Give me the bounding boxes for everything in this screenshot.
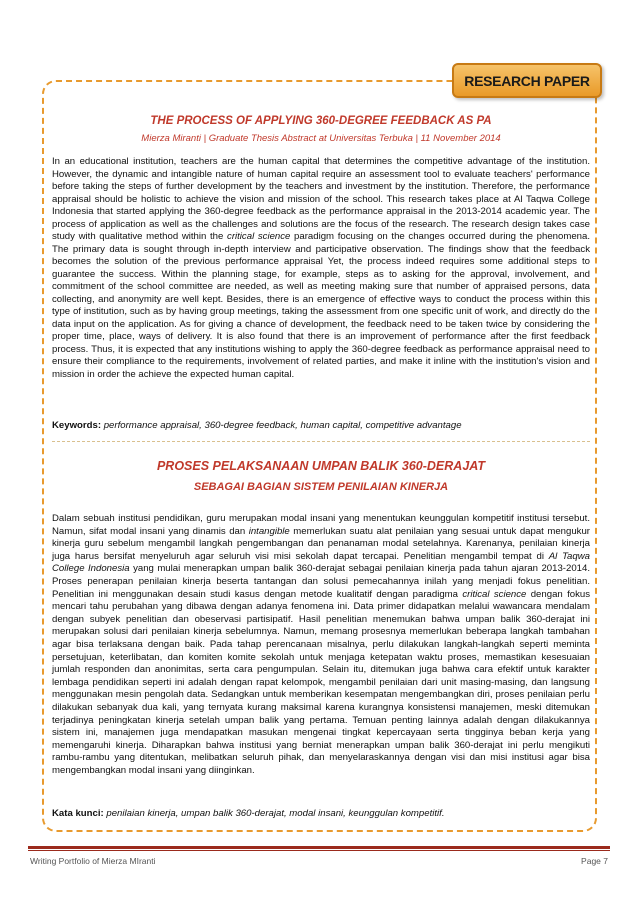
indonesian-title-line1: PROSES PELAKSANAAN UMPAN BALIK 360-DERAJAT [156,459,486,473]
english-byline: Mierza Miranti | Graduate Thesis Abstract at Universitas Terbuka | 11 November 2014 [141,133,501,144]
keywords-label: Keywords: [52,420,102,431]
section-divider [52,441,590,442]
indonesian-title-line2: SEBAGAI BAGIAN SISTEM PENILAIAN KINERJA [193,481,449,493]
footer-portfolio-label: Writing Portfolio of Mierza MIranti [30,856,156,866]
indonesian-abstract [52,513,590,777]
abstract-italic: critical science [462,588,527,600]
indonesian-keywords [52,808,590,821]
abstract-text: Dalam sebuah institusi pendidikan, guru merupakan modal insani yang menentukan keunggulan kompetitif institusi tersebut. Namun, sifat modal insani yang dinamis dan [52,513,590,537]
abstract-text: In an educational institution, teachers are the human capital that determines the competitive advantage of the institution. However, the dynamic and intangible nature of human capital require an assessment tool to evaluate teachers' performance before taking the steps of further development by the teachers and investment by the institution. Therefore, the performance appraisal should be holistic to achieve the vision and mission of the school. This research takes place at Al Taqwa College Indonesia that started applying the 360-degree feedback as the performance appraisal in the 2013-2014 academic year. The process of application as well as the challenges and solutions are the focus of the research. The research design takes case study with qualitative method within the [52,156,590,242]
english-keywords [52,420,590,433]
abstract-italic: critical science [227,231,291,242]
abstract-italic: Al Taqwa College Indonesia [52,550,590,575]
abstract-text: yang mulai menerapkan umpan balik 360-derajat sebagai penilaian kinerja pada tahun ajaran 2013-2014. Proses penerapan penilaian kinerja beserta tantangan dan solusi pemecahannya inilah yang menjadi fokus penelitian. Penelitian ini menggunakan desain studi kasus dengan metode kualitatif dengan paradigma [52,563,591,600]
footer-rule-thin [28,850,610,851]
research-paper-badge [452,63,602,98]
page-number: Page 7 [581,856,608,866]
abstract-italic: intangible [248,525,290,537]
keywords-label: Kata kunci: [52,808,104,819]
keywords-list: performance appraisal, 360-degree feedback, human capital, competitive advantage [101,420,462,431]
abstract-text: paradigm focusing on the changes occurred during the phenomena. The primary data is sought through in-depth interview and participative observation. The findings show that the feedback becomes the solution of the previous performance appraisal Yet, the process indeed requires some additional steps to guarantee the success. Within the planning stage, for example, steps as to asking for the approval, involvement, and commitment of the school committee are needed, as well as meeting making sure that number of appraised persons, data collecting, and anonymity are well kept. Besides, there is an emergence of effective ways to conduct the process within this type of institution, such as by having group meetings, taking the assessment from one specific unit of work, and directly do the data input on the application. As for giving a chance of development, the feedback need to be taken twice by considering the proper time, place, ways of delivery. It is also found that there is an improvement of performance after the first feedback process. Thus, it is expected that any institutions wishing to apply the 360-degree feedback as performance appraisal need to ensure their compliance to the requirements, involvement of related parties, and make it inline with the institution's vision and mission in order the achieve the expected human capital. [52,231,590,380]
abstract-text: dengan fokus mencari tahu perubahan yang dibawa dengan adanya fenomena ini. Data primer didapatkan melalui wawancara mendalam dengan subyek penelitian dan obeservasi partisipatif. Hasil penelitian menemukan bahwa umpan balik 360-derajat ini merupakan solusi dari penilaian kinerja sebelumnya. Namun, memang prosesnya memerlukan beberapa langkah tambahan agar bisa terlaksana dengan baik. Pada tahap perencanaan misalnya, perlu dilakukan langkah-langkah seperti meminta persetujuan, keterlibatan, dan komiten komite sekolah untuk menjaga ketepatan waktu proses, memastikan kesesuaian jumlah responden dan anonimitas, serta cara pengumpulan. Selain itu, ditemukan juga bahwa cara efektif untuk karakter lembaga pendidikan seperti ini adalah dengan rapat kelompok, mengambil penilaian dari unit masing-masing, dan langsung menggunakan mesin pengolah data. Sedangkan untuk memberikan kesempatan mengembangkan diri, proses penilaian perlu dilakukan sebanyak dua kali, yang ternyata kurang maksimal karena kurangnya konsistensi manajemen, meski ditemukan terjadinya peningkatan kinerja setelah umpan balik yang pertama. Temuan penting lainnya adalah dengan dilakukannya sistem ini, manajemen juga mendapatkan masukan mengenai tingkat kepercayaan serta tingginya beban kerja yang memengaruhi kinerja. Diharapkan bahwa institusi yang berniat menerapkan umpan balik 360-derajat ini perlu mengikuti rambu-rambu yang ditentukan, melibatkan seluruh pihak, dan menyelaraskannya dengan visi dan misi institusi agar bisa mengembangkan modal insani yang diinginkan. [52,588,590,776]
english-title: THE PROCESS OF APPLYING 360-DEGREE FEEDBACK AS PA [150,115,492,127]
abstract-text: memerlukan suatu alat penilaian yang sesuai untuk dapat mengukur kinerja guru sebelum mengambil langkah pengembangan dan penanaman modal setelahnya. Karenanya, penilaian kinerja juga harus bersifat menyeluruh agar seluruh visi misi sekolah dapat tercapai. Penelitian mengambil tempat di [52,525,590,562]
keywords-list: penilaian kinerja, umpan balik 360-derajat, modal insani, keunggulan kompetitif. [103,808,445,819]
footer-rule [28,846,610,849]
english-abstract [52,156,590,381]
badge-label: RESEARCH PAPER [464,72,590,89]
